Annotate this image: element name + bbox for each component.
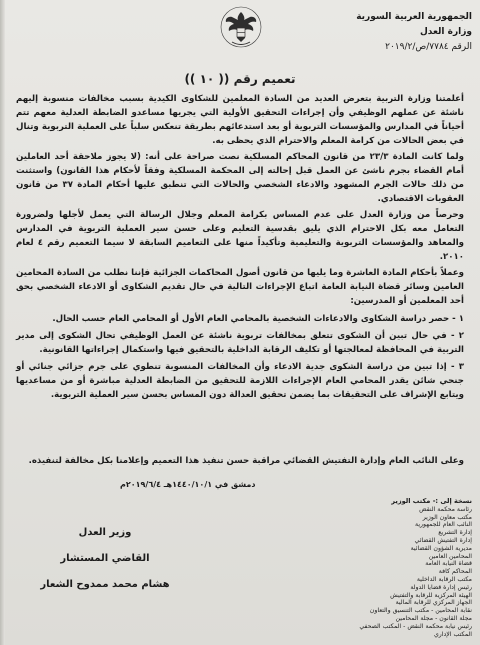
signatory-title: وزير العدل (78, 527, 132, 538)
distribution-item: المكتب الإداري (433, 630, 472, 638)
closing-paragraph: وعلى النائب العام وإدارة التفتيش القضائي مراقبة حسن تنفيذ هذا التعميم وإعلامنا بكل مخالفة لتنفيذه. (28, 456, 464, 466)
distribution-item: مكتب معاون الوزير (422, 513, 472, 521)
signatory-rank: القاضي المستشار (60, 553, 150, 564)
country-name: الجمهورية العربية السورية (356, 12, 472, 22)
distribution-heading: نسخة إلى :- مكتب الوزير (391, 497, 472, 505)
paragraph-instructions-lead: وعملاً بأحكام المادة العاشرة وما يليها من قانون أصول المحاكمات الجزائية فإننا نطلب من السادة المحامين العامين وسائر قضاة النيابة العامة اتباع الإجراءات التالية في حال تقديم الشكاوى أو الادعاء الشخصي بحق أحد المعلمين أو المدرسين: (16, 268, 464, 306)
distribution-item: مكتب الرقابة الداخلية (416, 575, 472, 583)
distribution-list (302, 498, 472, 638)
distribution-item: المحامين العامين (428, 552, 472, 560)
distribution-item: الجهاز المركزي للرقابة المالية (395, 599, 472, 607)
distribution-item: رئاسة محكمة النقض (419, 505, 472, 513)
distribution-items (302, 506, 472, 639)
distribution-item: مجلة القانون - مجلة المحامين (395, 614, 472, 622)
page-edge-shadow (0, 0, 5, 645)
reference-number: الرقم ٧٧٨٤/ص/٢٠١٩/٢ (385, 42, 472, 52)
signatory-name: هشام محمد ممدوح الشعار (40, 579, 170, 590)
distribution-item: نقابة المحامين - مكتب التنسيق والتعاون (369, 607, 472, 615)
distribution-item: مديرية الشؤون القضائية (410, 544, 472, 552)
distribution-item: إدارة التفتيش القضائي (414, 536, 472, 544)
instruction-item: ١ - حصر دراسة الشكاوى والادعاءات الشخصية بالمحامي العام الأول أو المحامي العام حسب الحال. (52, 314, 464, 324)
circular-body (16, 92, 464, 405)
signature-block (20, 520, 190, 598)
distribution-item: رئيس نيابة محكمة النقض - المكتب الصحفي (359, 622, 472, 630)
distribution-item: رئيس إدارة قضايا الدولة (410, 583, 472, 591)
paragraph-law-article: ولما كانت المادة ٢٣/٣ من قانون المحاكم المسلكية نصت صراحة على أنه: (لا يجوز ملاحقة أحد العاملين أمام القضاء بجرم ناشئ عن العمل قبل إحالته إلى المحكمة المسلكية وفقاً لأحكام هذا القانون) واستثنت من ذلك حالات الجرم المشهود والادعاء الشخصي والحالات التي تنطبق عليها أحكام المادة ٣٧ من قانون العقوبات الاقتصادي. (16, 152, 464, 204)
ministry-name: وزارة العدل (419, 27, 472, 37)
circular-title: تعميم رقم (( ١٠ )) (184, 72, 296, 86)
paragraph-intro: أعلمتنا وزارة التربية بتعرض العديد من السادة المعلمين للشكاوى الكيدية بسبب مخالفات منسوبة إليهم ناشئة عن عملهم الوظيفي وأن إجراءات التحقيق الأولية التي يجريها مساعدو الضابطة العدلية معهم تتم أحياناً في المدارس والمؤسسات التربوية أو بعد استدعائهم بطريقة تنعكس سلباً على العملية التربوية وتنال في بعض الحالات من كرامة المعلم والاحترام الذي يحظى به. (16, 94, 464, 146)
instruction-list (16, 312, 464, 402)
instruction-item: ٣ - إذا تبين من دراسة الشكوى جدية الادعاء وأن المخالفات المنسوبة تنطوي على جرم جزائي جنائي أو جنحي شائن يقدر المحامي العام الإجراءات اللازمة للتحقيق من الضابطة العدلية مباشرة أو من مساعديها ويتابع الإشراف على التحقيقات بما يضمن تحقيق العدالة دون المساس بحسن سير العملية التربوية. (16, 362, 464, 400)
distribution-item: النائب العام للجمهورية (415, 521, 472, 529)
distribution-item: الهيئة المركزية للرقابة والتفتيش (390, 591, 472, 599)
paragraph-ministry-commitment: وحرصاً من وزارة العدل على عدم المساس بكرامة المعلم وجلال الرسالة التي يعمل لأجلها ولضرورة التعامل معه بكل الاحترام الذي يليق بقدسية التعليم وعلى حسن سير العملية التربوية في المدارس والمعاهد والمؤسسات التربوية والتعليمية وتأكيداً منها على التعاميم السابقة لا سيما التعميم رقم ٤ لعام ٢٠١٠. (16, 210, 464, 262)
issue-date: دمشق في ١٤٤٠/١٠/١هـ ٢٠١٩/٦/٤م (120, 480, 256, 489)
letterhead (322, 10, 472, 55)
distribution-item: إدارة التشريع (438, 529, 472, 537)
instruction-item: ٢ - في حال تبين أن الشكوى تتعلق بمخالفات تربوية ناشئة عن العمل الوظيفي تحال الشكوى إلى مدير التربية في المحافظة لمعالجتها أو تكليف الرقابة الداخلية بالتحقيق فيها واستكمال إجراءاتها القانونية. (16, 331, 464, 355)
eagle-emblem-icon (218, 4, 264, 50)
distribution-item: قضاة النيابة العامة (425, 560, 472, 568)
distribution-item: المحاكم كافة (438, 568, 472, 576)
